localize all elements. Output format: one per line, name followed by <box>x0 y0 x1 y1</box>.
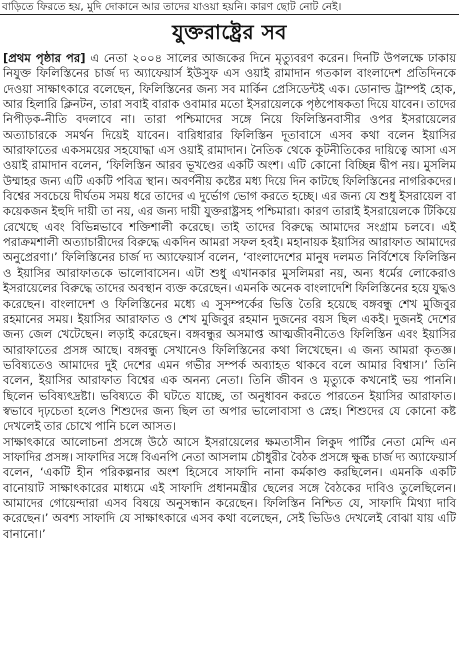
article-headline: যুক্তরাষ্ট্রের সব <box>172 20 287 44</box>
article-paragraph <box>3 435 456 542</box>
article-body <box>0 51 459 542</box>
article-paragraph <box>3 51 456 435</box>
paragraph-text: সাক্ষাৎকারে আলোচনা প্রসঙ্গে উঠে আসে ইসরায়েলের ক্ষমতাসীন লিকুদ পার্টির নেতা মেন্দি এন সাফাদির প্রসঙ্গ। সাফাদির সঙ্গে বিএনপি নেতা আসলাম চৌধুরীর বৈঠক প্রসঙ্গে ক্ষুব্ধ চার্জ দ্য অ্যাফেয়ার্স বলেন, ‘একটি হীন পরিকল্পনার অংশ হিসেবে সাফাদি নানা কর্মকাণ্ড করছিলেন। এমনকি একটি বানোয়াট সাক্ষাৎকারের মাধ্যমে এই সাফাদি প্রধানমন্ত্রীর ছেলের সঙ্গে বৈঠকের দাবিও তুলেছিলেন। আমাদের গোয়েন্দারা এসব বিষয়ে অনুসন্ধান করেছেন। ফিলিস্তিন নিশ্চিত যে, সাফাদি মিথ্যা দাবি করেছেন।’ অবশ্য সাফাদি যে সাক্ষাৎকারে এসব কথা বলেছেন, সেই ভিডিও দেখলেই বোঝা যায় এটি বানানো।’ <box>3 434 456 541</box>
continuation-tag: [প্রথম পৃষ্ঠার পর] <box>3 51 86 65</box>
paragraph-text: এ নেতা ২০০৪ সালের আজকের দিনে মৃত্যুবরণ করেন। দিনটি উপলক্ষে ঢাকায় নিযুক্ত ফিলিস্তিনের চার্জ দ্য অ্যাফেয়ার্স ইউসুফ এস ওয়াই রামাদান গতকাল বাংলাদেশ প্রতিদিনকে দেওয়া সাক্ষাৎকারে বলেছেন, ফিলিস্তিনের জন্য সব মার্কিন প্রেসিডেন্টই এক। ডোনাল্ড ট্রাম্পই হোক, আর হিলারি ক্লিনটন, তারা সবাই বারাক ওবামার মতো ইসরায়েলকে পৃষ্ঠপোষকতা দিয়ে যাবেন। তাদের নিপীড়ক-নীতি বদলাবে না। তারা পশ্চিমাদের সঙ্গে নিয়ে ফিলিস্তিনবাসীর ওপর ইসরায়েলের অত্যাচারকে সমর্থন দিয়েই যাবেন। বারিধারার ফিলিস্তিন দূতাবাসে এসব কথা বলেন ইয়াসির আরাফাতের একসময়ের সহযোদ্ধা এস ওয়াই রামাদান। নৈতিক থেকে কূটনীতিকের দায়িত্বে আসা এস ওয়াই রামাদান বলেন, ‘ফিলিস্তিন আরব ভূখণ্ডের একটি অংশ। এটি কোনো বিচ্ছিন্ন দ্বীপ নয়। মুসলিম উম্মাহর জন্য এটি একটি পবিত্র স্থান। অবর্ণনীয় কষ্টের মধ্য দিয়ে দিন কাটছে ফিলিস্তিনের নাগরিকদের। বিশ্বের সবচেয়ে দীর্ঘতম সময় ধরে তাদের এ দুর্ভোগ ভোগ করতে হচ্ছে। এর জন্য যে শুধু ইসরায়েল বা কয়েকজন ইহুদি দায়ী তা নয়, এর জন্য দায়ী যুক্তরাষ্ট্রসহ পশ্চিমারা। কারণ তারাই ইসরায়েলকে টিকিয়ে রেখেছে এবং বিভিন্নভাবে শক্তিশালী করেছে। তাই তাদের বিরুদ্ধে আমাদের সংগ্রাম চলবে। এই পরাক্রমশালী অত্যাচারীদের বিরুদ্ধে একদিন আমরা সফল হবই। মহানায়ক ইয়াসির আরাফাত আমাদের অনুপ্রেরণা।’ ফিলিস্তিনের চার্জ দ্য অ্যাফেয়ার্স বলেন, ‘বাংলাদেশের মানুষ দলমত নির্বিশেষে ফিলিস্তিন ও ইয়াসির আরাফাতকে ভালোবাসেন। এটা শুধু এখানকার মুসলিমরা নয়, অন্য ধর্মের লোকেরাও ইসরায়েলের বিরুদ্ধে তাদের অবস্থান ব্যক্ত করেছেন। এমনকি অনেক বাংলাদেশি ফিলিস্তিনের হয়ে যুদ্ধও করেছেন। বাংলাদেশ ও ফিলিস্তিনের মধ্যে এ সুসম্পর্কের ভিত্তি তৈরি হয়েছে বঙ্গবন্ধু শেখ মুজিবুর রহমানের সময়। ইয়াসির আরাফাত ও শেখ মুজিবুর রহমান দুজনের বয়স ছিল একই। দুজনই দেশের জন্য জেল খেটেছেন। লড়াই করেছেন। বঙ্গবন্ধুর অসমাপ্ত আত্মজীবনীতেও ফিলিস্তিন এবং ইয়াসির আরাফাতের প্রসঙ্গ আছে। বঙ্গবন্ধু সেখানেও ফিলিস্তিনের কথা লিখেছেন। এ জন্য আমরা কৃতজ্ঞ। ভবিষ্যতেও আমাদের দুই দেশের এমন গভীর সম্পর্ক অব্যাহত থাকবে বলে আমার বিশ্বাস।’ তিনি বলেন, ইয়াসির আরাফাত বিশ্বের এক অনন্য নেতা। তিনি জীবন ও মৃত্যুকে কখনোই ভয় পাননি। ছিলেন ভবিষ্যৎদ্রষ্টা। ভবিষ্যতে কী ঘটতে যাচ্ছে, তা অনুধাবন করতে পারতেন ইয়াসির আরাফাত। স্বভাবে দৃঢ়চেতা হলেও শিশুদের জন্য ছিল তা অপার ভালোবাসা ও স্নেহ। শিশুদের যে কোনো কষ্ট দেখলেই তার চোখে পানি চলে আসত। <box>3 51 457 434</box>
previous-article-tail: বাড়িতে ফিরতে হয়, মুদি দোকানে আর তাদের যাওয়া হয়নি। কারণ ছোট নোট নেই। <box>0 0 459 15</box>
